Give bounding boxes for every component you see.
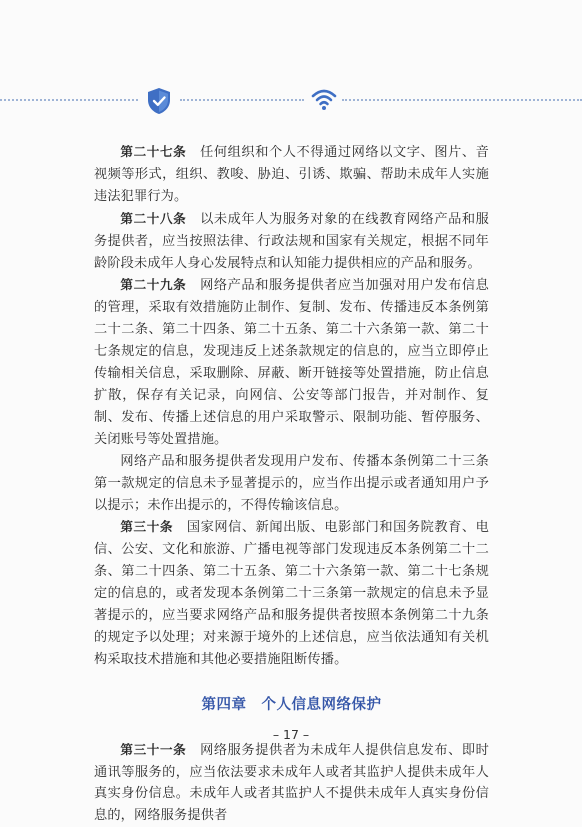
shield-check-icon bbox=[146, 87, 172, 115]
article-text: 网络产品和服务提供者应当加强对用户发布信息的管理，采取有效措施防止制作、复制、发布、传播违反本条例第二十二条、第二十四条、第二十五条、第二十六条第一款、第二十七条规定的信息，发现违反上述条款规定的信息的，应当立即停止传输相关信息，采取删除、屏蔽、断开链接等处置措施，防止信息扩散，保存有关记录，向网信、公安等部门报告，并对制作、复制、发布、传播上述信息的用户采取警示、限制功能、暂停服务、关闭账号等处置措施。 bbox=[94, 278, 489, 447]
document-body bbox=[94, 141, 489, 827]
article-31-paragraph bbox=[94, 739, 489, 827]
dotted-line-middle bbox=[180, 99, 304, 101]
article-text: 网络产品和服务提供者发现用户发布、传播本条例第二十三条第一款规定的信息未予显著提示的，应当作出提示或者通知用户予以提示；未作出提示的，不得传输该信息。 bbox=[94, 453, 489, 513]
article-text: 网络服务提供者为未成年人提供信息发布、即时通讯等服务的，应当依法要求未成年人或者其监护人提供未成年人真实身份信息。未成年人或者其监护人不提供未成年人真实身份信息的，网络服务提供者 bbox=[94, 742, 489, 824]
article-30-paragraph bbox=[94, 516, 489, 670]
header-decoration bbox=[0, 82, 582, 118]
article-number: 第二十九条 bbox=[120, 277, 187, 293]
wifi-icon bbox=[310, 86, 338, 112]
article-text: 任何组织和个人不得通过网络以文字、图片、音视频等形式，组织、教唆、胁迫、引诱、欺骗、帮助未成年人实施违法犯罪行为。 bbox=[94, 145, 489, 204]
article-27-paragraph bbox=[94, 141, 489, 208]
page-number: – 17 – bbox=[272, 727, 310, 742]
article-number: 第二十八条 bbox=[120, 210, 187, 226]
article-29-second-paragraph bbox=[94, 451, 489, 517]
chapter-title: 第四章 个人信息网络保护 bbox=[201, 696, 382, 713]
article-number: 第三十条 bbox=[120, 519, 174, 535]
dotted-line-right bbox=[342, 99, 582, 101]
article-text: 以未成年人为服务对象的在线教育网络产品和服务提供者，应当按照法律、行政法规和国家有关规定，根据不同年龄阶段未成年人身心发展特点和认知能力提供相应的产品和服务。 bbox=[94, 211, 489, 271]
article-29-paragraph bbox=[94, 274, 489, 450]
article-number: 第三十一条 bbox=[120, 741, 187, 757]
article-number: 第二十七条 bbox=[120, 144, 187, 159]
dotted-line-left bbox=[0, 99, 138, 101]
article-28-paragraph bbox=[94, 208, 489, 275]
article-text: 国家网信、新闻出版、电影部门和国务院教育、电信、公安、文化和旅游、广播电视等部门发现违反本条例第二十二条、第二十四条、第二十五条、第二十六条第一款、第二十七条规定的信息的，或者发现本条例第二十三条第一款规定的信息未予显著提示的，应当要求网络产品和服务提供者按照本条例第二十九条的规定予以处理；对来源于境外的上述信息，应当依法通知有关机构采取技术措施和其他必要措施阻断传播。 bbox=[94, 520, 489, 667]
